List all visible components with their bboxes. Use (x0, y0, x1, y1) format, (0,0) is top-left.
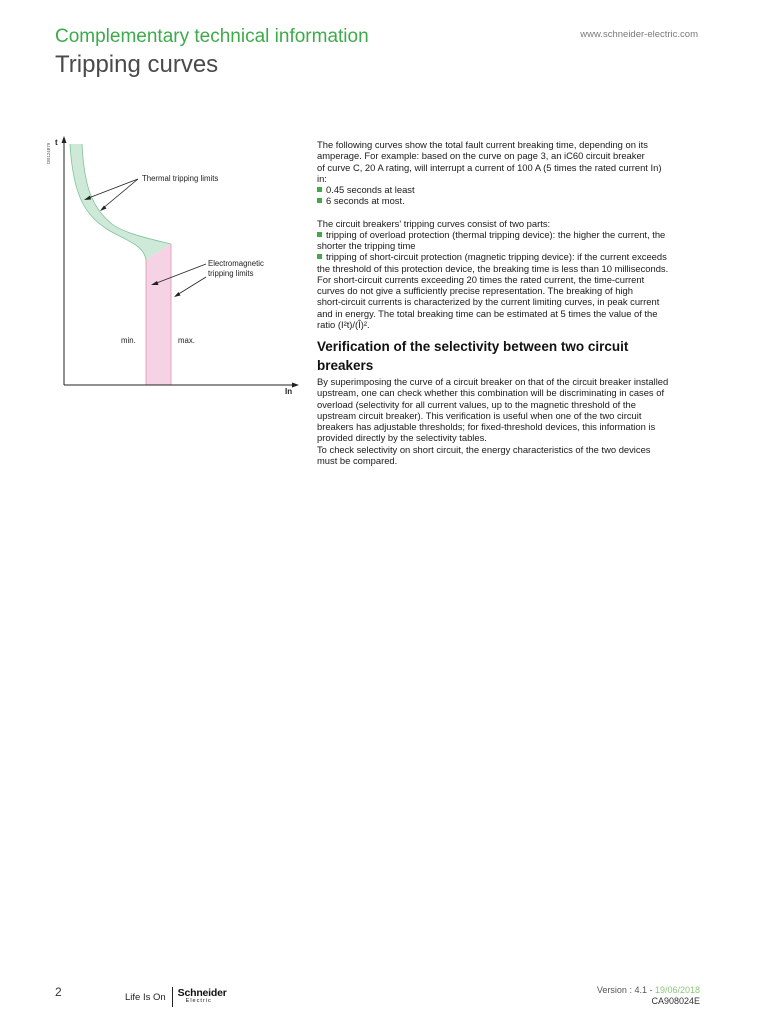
short-circuit-line: For short-circuit currents exceeding 20 times the rated current, the time-current (317, 273, 645, 285)
page-title: Tripping curves (55, 51, 219, 78)
parts-intro: The circuit breakers' tripping curves consist of two parts: (317, 217, 551, 229)
intro-line: of curve C, 20 A rating, will interrupt a current of 100 A (5 times the rated current In) (317, 161, 662, 173)
section-label: Complementary technical information (55, 26, 369, 47)
bullet-square-icon (317, 198, 322, 203)
intro-bullet: 0.45 seconds at least (317, 184, 701, 195)
logo-divider (172, 987, 173, 1007)
short-circuit-line: ratio (I²t)/(Î)². (317, 318, 370, 330)
short-circuit-line: and in energy. The total breaking time can be estimated at 5 times the value of the (317, 307, 658, 319)
page-number: 2 (55, 985, 62, 999)
selectivity-line: upstream circuit breaker). This verification is useful when one of the two circuit (317, 409, 642, 421)
parts-bullet-cont: the threshold of this protection device, the breaking time is less than 10 milliseconds. (317, 262, 669, 274)
bullet-square-icon (317, 232, 322, 237)
intro-line: amperage. For example: based on the curve on page 3, an iC60 circuit breaker (317, 150, 645, 162)
parts-bullet: tripping of short-circuit protection (magnetic tripping device): if the current exceeds (317, 251, 701, 262)
selectivity-line: provided directly by the selectivity tables. (317, 432, 487, 444)
x-axis-arrow (292, 383, 299, 388)
document-reference: CA908024E (651, 996, 700, 1006)
intro-bullet: 6 seconds at most. (317, 195, 701, 206)
life-is-on-tagline: Life Is On (125, 991, 166, 1003)
body-text (317, 139, 701, 466)
intro-line: The following curves show the total fault current breaking time, depending on its (317, 139, 648, 150)
schneider-logo (125, 986, 227, 1008)
parts-bullet-cont: shorter the tripping time (317, 240, 416, 251)
y-axis-label: t (55, 138, 58, 147)
parts-bullet: tripping of overload protection (thermal tripping device): the higher the current, the (317, 229, 701, 240)
tripping-curve-diagram (40, 136, 300, 398)
brand-wordmark: Schneider Electric (177, 987, 227, 1004)
selectivity-line: must be compared. (317, 454, 398, 466)
magnetic-band (146, 244, 171, 385)
short-circuit-line: short-circuit currents is characterized by the current limiting curves, in peak current (317, 296, 660, 308)
thermal-limits-label: Thermal tripping limits (142, 174, 219, 183)
y-axis-arrow (62, 136, 67, 143)
thermal-band (70, 144, 171, 260)
magnetic-limits-label-line1: Electromagnetic (208, 259, 264, 268)
selectivity-line: To check selectivity on short circuit, the energy characteristics of the two devices (317, 443, 651, 455)
magnetic-pointer (177, 277, 206, 295)
selectivity-line: By superimposing the curve of a circuit breaker on that of the circuit breaker installed (317, 376, 669, 387)
bullet-square-icon (317, 187, 322, 192)
short-circuit-line: curves do not give a sufficiently precise representation. The breaking of high (317, 285, 633, 296)
selectivity-line: breakers has adjustable thresholds; for fixed-threshold devices, this information is (317, 421, 656, 432)
magnetic-pointer-head (174, 292, 181, 297)
selectivity-heading: Verification of the selectivity between two circuit breakers (317, 339, 629, 373)
intro-line: in: (317, 172, 327, 184)
magnetic-limits-label-line2: tripping limits (208, 269, 254, 278)
thermal-pointer (102, 179, 138, 209)
selectivity-line: overload (selectivity for all current values, up to the magnetic threshold of the (317, 398, 636, 410)
selectivity-line: upstream, one can check whether this combination will be discriminating in cases of (317, 387, 665, 399)
max-label: max. (178, 336, 195, 345)
version-info: Version : 4.1 - 19/06/2018 (596, 985, 700, 995)
min-label: min. (121, 336, 136, 345)
figure-code: DB124879 (46, 142, 51, 164)
thermal-max-edge (82, 144, 171, 244)
thermal-pointer (86, 179, 138, 199)
x-axis-label: In (285, 387, 293, 396)
site-url[interactable]: www.schneider-electric.com (580, 29, 698, 40)
bullet-square-icon (317, 254, 322, 259)
